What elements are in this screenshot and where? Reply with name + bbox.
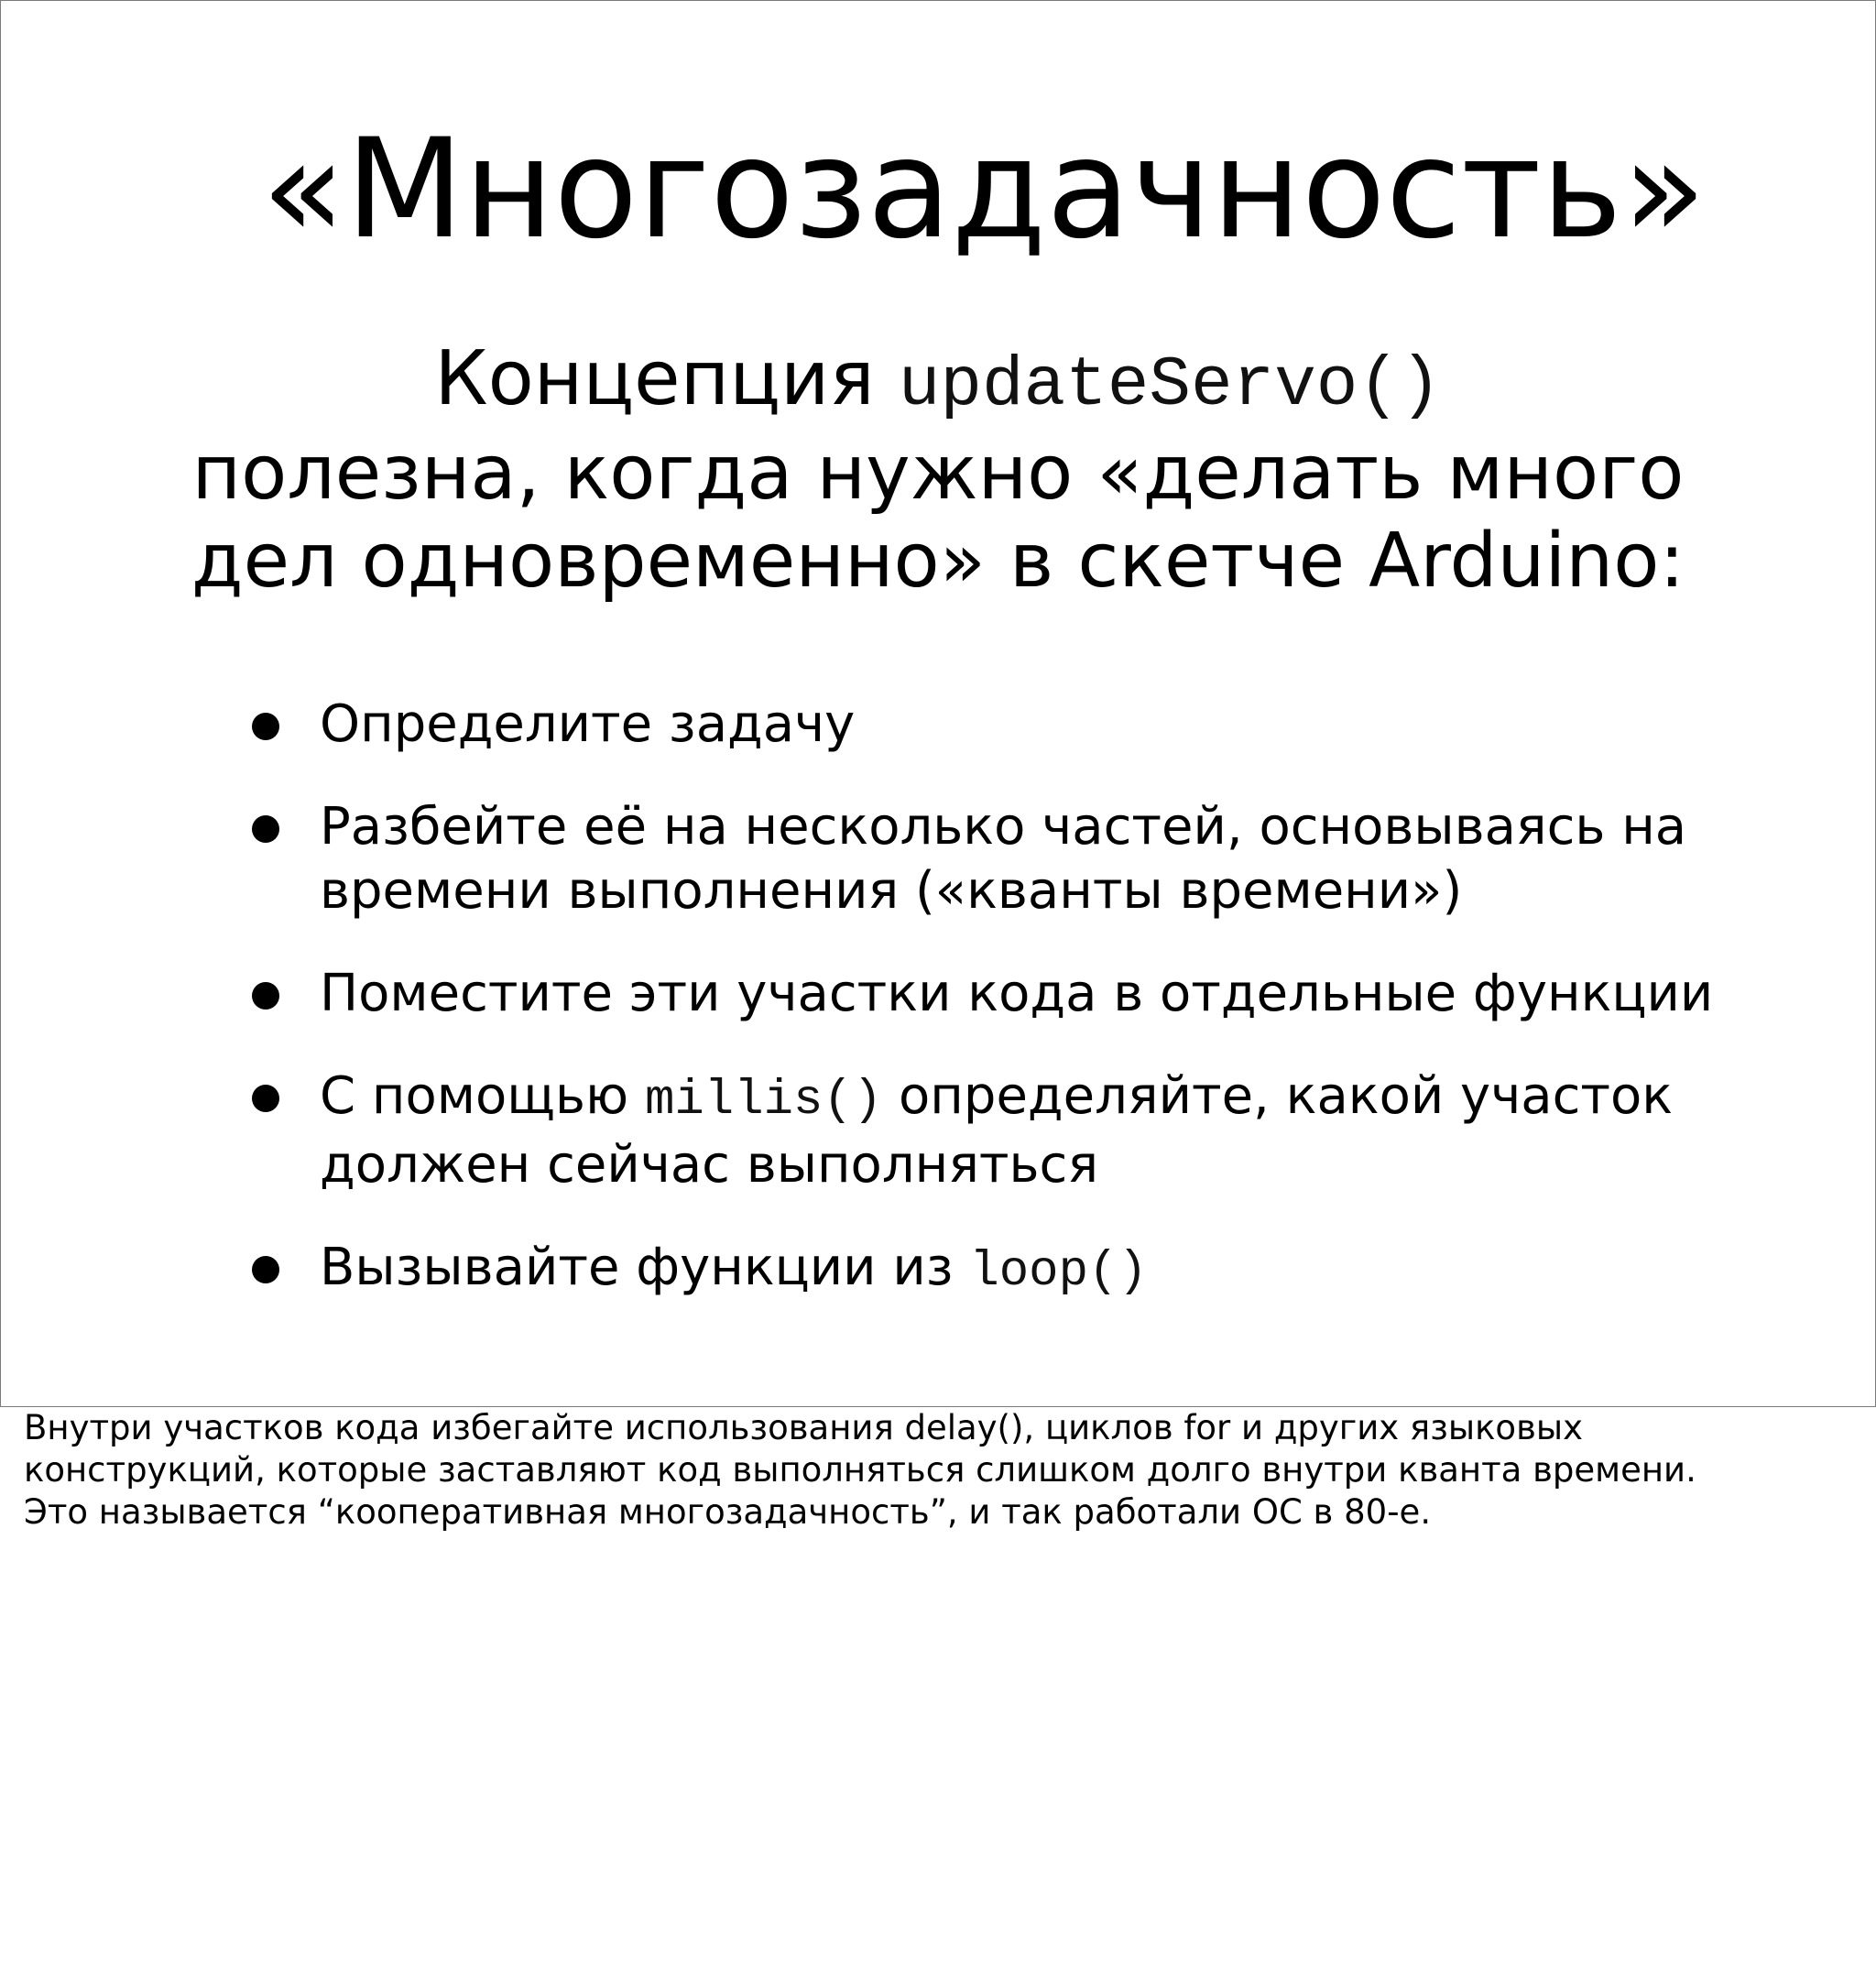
lead-text: Концепция	[434, 335, 899, 422]
bullet-dot-icon	[252, 1256, 279, 1283]
bullet-list	[246, 693, 1859, 1343]
speaker-notes	[24, 1407, 1865, 1534]
lead-line-1	[1, 335, 1875, 430]
notes-line-2: конструкций, которые заставляют код выполняться слишком долго внутри кванта времени.	[24, 1450, 1696, 1490]
bullet-dot-icon	[252, 713, 279, 740]
bullet-dot-icon	[252, 1085, 279, 1112]
notes-line-1: Внутри участков кода избегайте использования delay(), циклов for и других языковых	[24, 1408, 1583, 1447]
bullet-item-4	[246, 1064, 1859, 1197]
bullet-item-2	[246, 795, 1859, 923]
lead-line-2: полезна, когда нужно «делать много	[191, 430, 1685, 517]
bullet-item-1	[246, 693, 1859, 757]
bullet-item-5	[246, 1236, 1859, 1305]
bullet-dot-icon	[252, 982, 279, 1010]
bullet-code: millis()	[644, 1073, 883, 1129]
slide-title: «Многозадачность»	[261, 110, 1707, 269]
bullet-text: Поместите эти участки кода в отдельные функции	[320, 964, 1714, 1023]
bullet-item-3	[246, 962, 1859, 1026]
lead-line-3: дел одновременно» в скетче Arduino:	[191, 518, 1685, 605]
bullet-text-after: определяйте, какой участок	[882, 1066, 1674, 1126]
bullet-text-line-2: времени выполнения («кванты времени»)	[320, 861, 1463, 921]
notes-line-3: Это называется “кооперативная многозадачность”, и так работали ОС в 80-е.	[24, 1492, 1432, 1532]
bullet-text-before: С помощью	[320, 1066, 645, 1126]
lead-paragraph	[1, 335, 1875, 606]
bullet-text: Определите задачу	[320, 694, 856, 754]
bullet-text-before: Вызывайте функции из	[320, 1238, 970, 1297]
bullet-code: loop()	[969, 1244, 1148, 1300]
lead-code: updateServo()	[898, 346, 1442, 425]
bullet-dot-icon	[252, 815, 279, 843]
bullet-text-line-1: Разбейте её на несколько частей, основываясь на	[320, 797, 1687, 857]
bullet-text-line-2: должен сейчас выполняться	[320, 1135, 1099, 1195]
